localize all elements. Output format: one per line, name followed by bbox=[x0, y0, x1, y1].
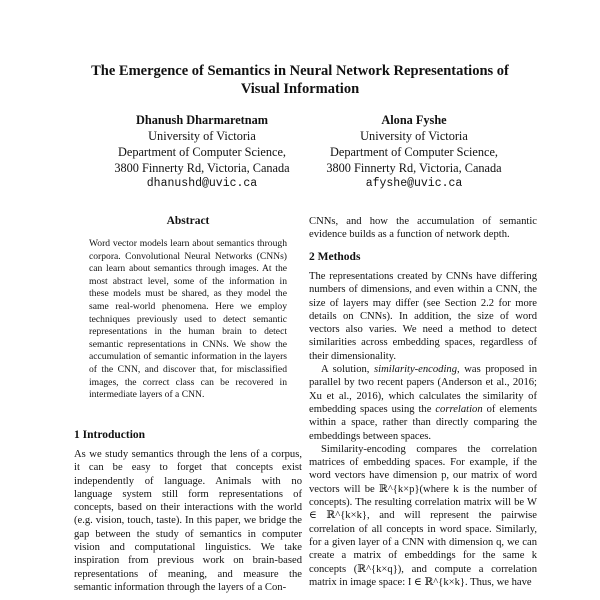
author-department: Department of Computer Science, bbox=[329, 145, 498, 159]
abstract-text: Word vector models learn about semantics through corpora. Convolutional Neural Networks (CNNs) can learn about semantics through images. At the most abstract level, some of the information in these models must be shared, as they model the same real-world phenomena. Here we employ techniques previously used to detect semantic representations in the human brain to detect semantic representations in CNNs. We show the accumulation of semantic information in the layers of the CNN, and discover that, for misclassified images, the correct class can be recovered in intermediate layers of a CNN. bbox=[89, 238, 287, 401]
abstract-heading: Abstract bbox=[166, 215, 210, 227]
title-line-1: The Emergence of Semantics in Neural Network Representations of bbox=[91, 63, 509, 79]
author-block-2 bbox=[284, 112, 544, 192]
author-affiliation: University of Victoria bbox=[360, 129, 468, 143]
intro-heading: 1 Introduction bbox=[74, 429, 146, 441]
author-name: Alona Fyshe bbox=[381, 113, 447, 127]
methods-paragraph-2: A solution, similarity-encoding, was proposed in parallel by two recent papers (Anderson et al., 2016; Xu et al., 2016), which calculates the similarity of embedding spaces using the correlation of elements within a space, rather than directly comparing the embeddings between spaces. bbox=[309, 364, 537, 442]
author-address: 3800 Finnerty Rd, Victoria, Canada bbox=[326, 161, 502, 175]
title-line-2: Visual Information bbox=[240, 81, 360, 97]
methods-paragraph-1: The representations created by CNNs have differing numbers of dimensions, and even within a CNN, the size of layers may differ (see Section 2.2 for more details on CNNs). In addition, the size of word vectors also varies. We need a method to detect similarities across embedding spaces, regardless of their dimensionality. bbox=[309, 271, 537, 362]
author-name: Dhanush Dharmaretnam bbox=[136, 113, 268, 127]
paper-title bbox=[40, 62, 560, 98]
methods-paragraph-3: Similarity-encoding compares the correlation matrices of embedding spaces. For example, if the word vectors have dimension p, our matrix of word vectors will be ℝ^{k×p}(where k is the number of concepts). The resulting correlation matrix will be W ∈ ℝ^{k×k}, and will represent the pairwise correlation of all concepts in word space. Similarly, for a given layer of a CNN with dimension q, we can create a matrix of embeddings for the same k concepts (ℝ^{k×q}), and compute a correlation matrix in image space: I ∈ ℝ^{k×k}. Thus, we have bbox=[309, 443, 537, 588]
author-department: Department of Computer Science, bbox=[117, 145, 286, 159]
author-affiliation: University of Victoria bbox=[148, 129, 256, 143]
author-email: afyshe@uvic.ca bbox=[365, 177, 463, 190]
author-email: dhanushd@uvic.ca bbox=[146, 177, 258, 190]
right-column-intro bbox=[309, 215, 537, 242]
methods-body bbox=[309, 270, 537, 589]
author-address: 3800 Finnerty Rd, Victoria, Canada bbox=[114, 161, 290, 175]
intro-continuation: CNNs, and how the accumulation of semantic evidence builds as a function of network depth. bbox=[309, 216, 537, 241]
intro-body bbox=[74, 448, 302, 594]
methods-heading: 2 Methods bbox=[309, 251, 361, 263]
intro-paragraph: As we study semantics through the lens of a corpus, it can be easy to forget that concepts exist independently of language. Animals with no language system still form representations of concepts, based on their interactions with the world (e.g. vision, touch, taste). In this paper, we bridge the gap between the study of semantics in computer vision and computational linguistics. We take inspiration from previous work on brain-based representations of meaning, and measure the semantic information through the layers of a Con- bbox=[74, 449, 302, 593]
